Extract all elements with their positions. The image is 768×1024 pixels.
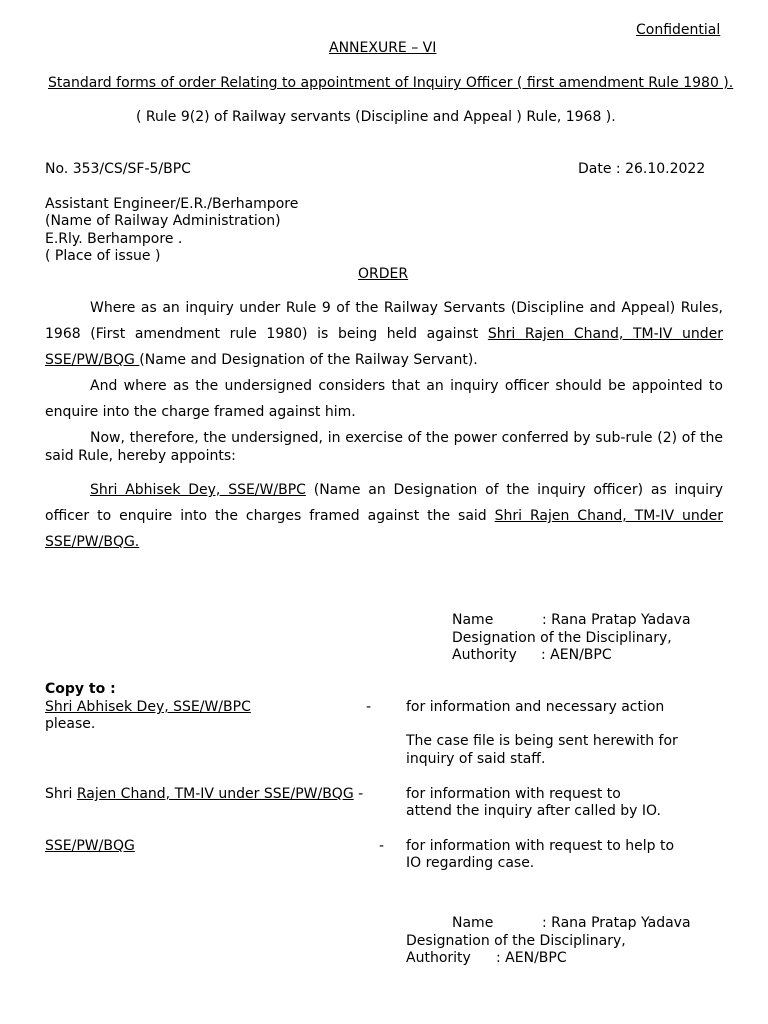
annexure-heading: ANNEXURE – VI	[329, 40, 437, 56]
signatory-designation: Designation of the Disciplinary,	[452, 629, 672, 646]
copy-purpose: for information and necessary action	[406, 699, 665, 715]
inquiry-officer-name: Shri Abhisek Dey, SSE/W/BPC	[90, 482, 306, 498]
name-label: Name	[452, 915, 494, 931]
copy-recipient-line	[45, 786, 363, 802]
issuer-line: ( Place of issue )	[45, 247, 161, 264]
para-text: Now, therefore, the undersigned, in exercise of the power conferred by sub-rule (2) of the said Rule, hereby appoints:	[45, 430, 723, 464]
rule-reference: ( Rule 9(2) of Railway servants (Discipline and Appeal ) Rule, 1968 ).	[136, 109, 616, 125]
copy-note: The case file is being sent herewith for	[406, 733, 678, 749]
copy-dash: -	[353, 786, 364, 802]
authority-label: Authority	[452, 647, 517, 663]
order-date: Date : 26.10.2022	[578, 161, 706, 177]
signatory-designation: Designation of the Disciplinary,	[406, 932, 626, 949]
signatory-authority: : AEN/BPC	[496, 950, 567, 966]
paragraph-inquiry	[45, 295, 723, 373]
copy-dash: -	[366, 699, 372, 715]
signatory-authority: : AEN/BPC	[541, 647, 612, 663]
issuer-line: Assistant Engineer/E.R./Berhampore	[45, 196, 299, 212]
paragraph-inquiry-officer	[45, 477, 723, 555]
copy-note: inquiry of said staff.	[406, 751, 546, 767]
para-text: (Name an Designation of the inquiry officer) as inquiry officer to enquire into the charges framed against the said	[45, 482, 724, 524]
copy-purpose: IO regarding case.	[406, 855, 535, 871]
issuer-line: (Name of Railway Administration)	[45, 213, 281, 230]
copy-recipient: Shri Abhisek Dey, SSE/W/BPC	[45, 699, 251, 715]
copy-purpose: for information with request to help to	[406, 838, 675, 854]
copy-purpose: attend the inquiry after called by IO.	[406, 803, 661, 819]
authority-label: Authority	[406, 950, 471, 966]
paragraph-appointment	[45, 425, 723, 465]
issuer-block	[45, 196, 298, 265]
issuer-line: E.Rly. Berhampore .	[45, 230, 183, 247]
copy-recipient: Rajen Chand, TM-IV under SSE/PW/BQG	[76, 786, 354, 802]
para-text: (Name and Designation of the Railway Servant).	[139, 352, 478, 368]
confidential-label: Confidential	[636, 22, 721, 38]
order-heading: ORDER	[358, 266, 409, 282]
para-text: Where as an inquiry under Rule 9 of the Railway Servants (Discipline and Appeal) Rules, 1968 (First amendment rule 1980) is being held against	[45, 300, 723, 342]
signature-block	[452, 612, 691, 665]
copy-purpose: for information with request to	[406, 786, 621, 802]
copy-recipient: SSE/PW/BQG	[45, 838, 135, 854]
order-number: No. 353/CS/SF-5/BPC	[45, 161, 191, 177]
para-text: And where as the undersigned considers that an inquiry officer should be appointed to enquire into the charge framed against him.	[45, 378, 723, 420]
paragraph-consideration	[45, 373, 723, 425]
copy-dash: -	[379, 838, 385, 854]
copy-to-heading: Copy to :	[45, 681, 116, 697]
railway-servant-name: Shri Rajen Chand, TM-IV under SSE/PW/BQG.	[45, 508, 723, 550]
copy-continuation: please.	[45, 716, 96, 732]
document-title: Standard forms of order Relating to appointment of Inquiry Officer ( first amendment Rule 1980 ).	[48, 75, 734, 91]
copy-prefix: Shri	[45, 786, 77, 802]
signatory-name: : Rana Pratap Yadava	[542, 612, 691, 628]
railway-servant-name: Shri Rajen Chand, TM-IV under SSE/PW/BQG	[45, 326, 723, 368]
name-label: Name	[452, 612, 494, 628]
signature-block	[406, 915, 691, 968]
signatory-name: : Rana Pratap Yadava	[542, 915, 691, 931]
